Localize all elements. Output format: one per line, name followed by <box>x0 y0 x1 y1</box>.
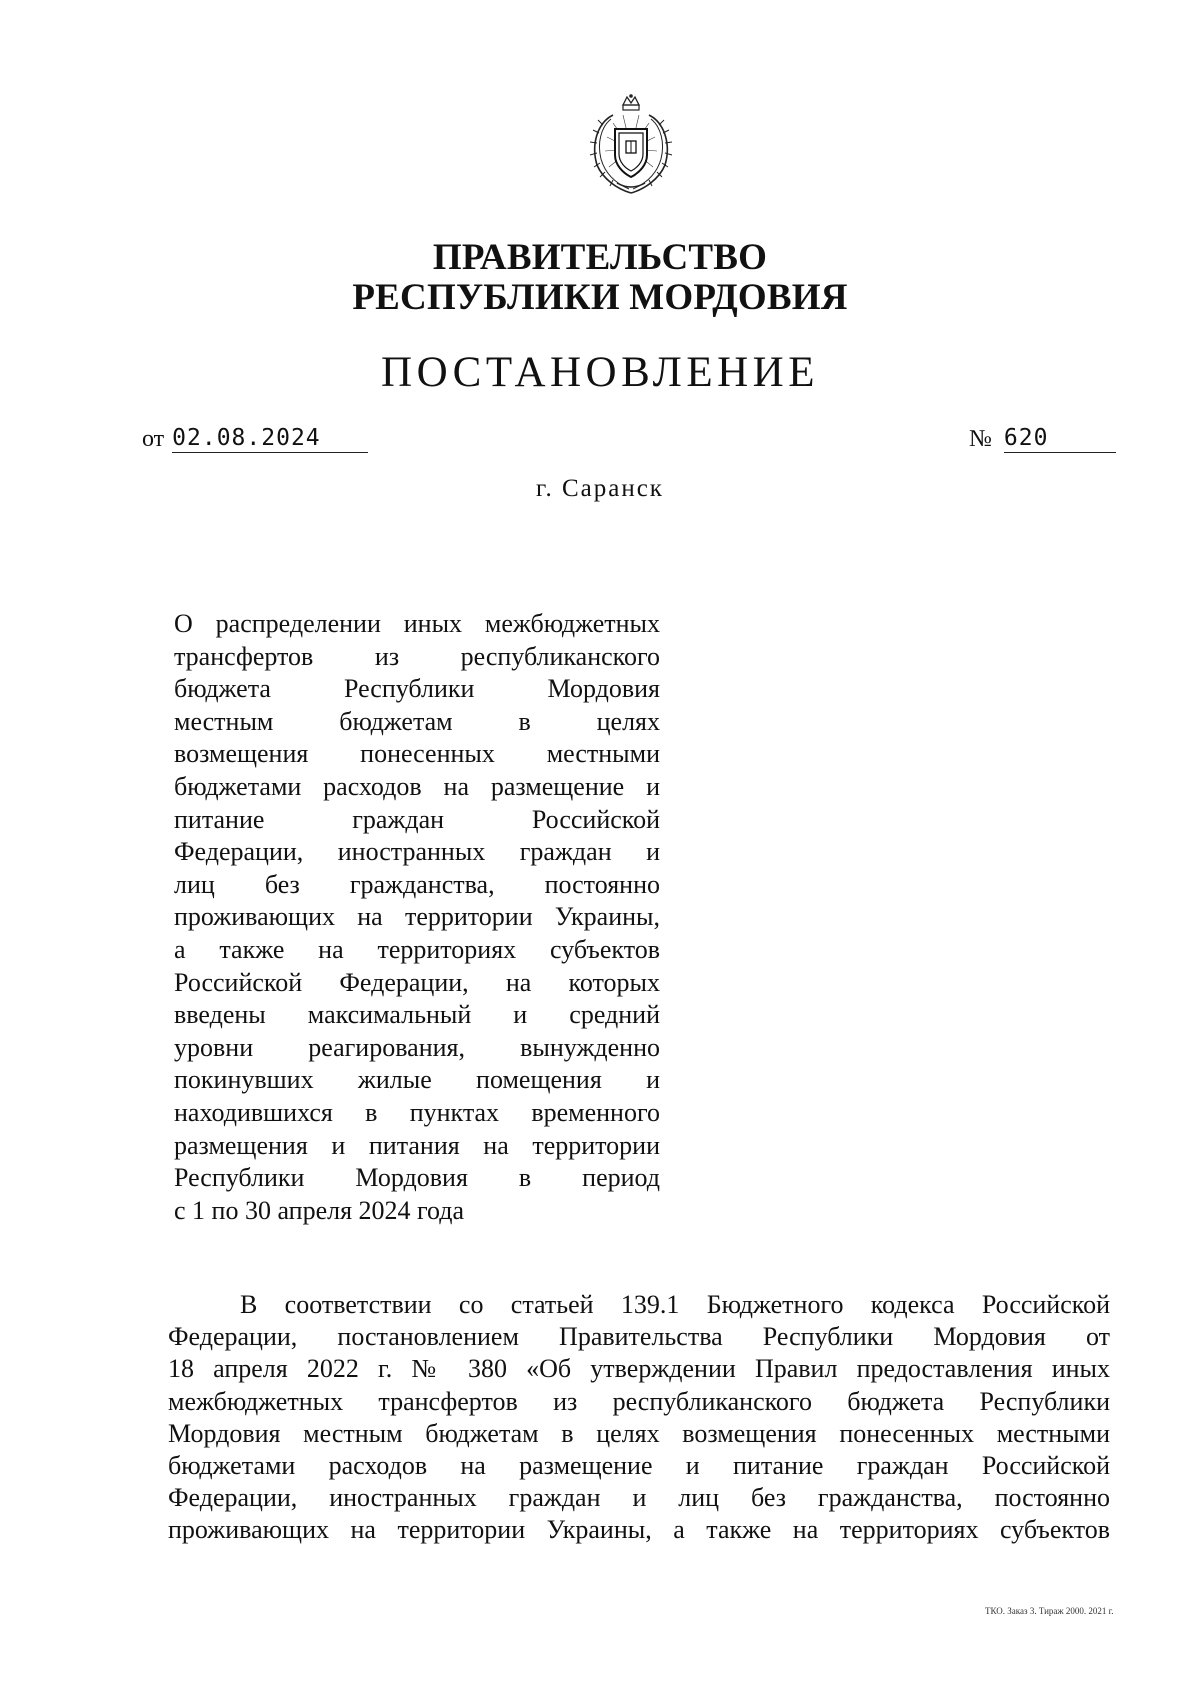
subject-line: местным бюджетам в целях <box>174 706 660 736</box>
subject-line: лиц без гражданства, постоянно <box>174 869 660 899</box>
subject-line: введены максимальный и средний <box>174 1000 660 1030</box>
subject-line: Российской Федерации, на которых <box>174 967 660 997</box>
date-value: 02.08.2024 <box>172 425 368 453</box>
document-subject <box>174 608 660 1227</box>
subject-line: а также на территориях субъектов <box>174 934 660 964</box>
document-date <box>142 425 368 453</box>
subject-line: бюджета Республики Мордовия <box>174 674 660 704</box>
subject-line: с 1 по 30 апреля 2024 года <box>174 1195 465 1225</box>
body-line: Федерации, постановлением Правительства Республики Мордовия от <box>168 1322 1110 1352</box>
subject-line: трансфертов из республиканского <box>174 641 660 671</box>
body-line: межбюджетных трансфертов из республиканского бюджета Республики <box>168 1386 1110 1416</box>
printer-mark: ТКО. Заказ 3. Тираж 2000. 2021 г. <box>985 1606 1114 1616</box>
subject-line: уровни реагирования, вынужденно <box>174 1032 660 1062</box>
body-line: проживающих на территории Украины, а также на территориях субъектов <box>168 1515 1110 1545</box>
subject-line: возмещения понесенных местными <box>174 739 660 769</box>
body-line: 18 апреля 2022 г. № 380 «Об утверждении Правил предоставления иных <box>168 1354 1110 1384</box>
mordovia-coat-of-arms-icon <box>583 93 679 197</box>
subject-line: О распределении иных межбюджетных <box>174 609 660 638</box>
subject-line: находившихся в пунктах временного <box>174 1097 660 1127</box>
document-number <box>969 425 1116 453</box>
body-line: Федерации, иностранных граждан и лиц без гражданства, постоянно <box>168 1483 1110 1513</box>
subject-line: Республики Мордовия в период <box>174 1163 660 1193</box>
document-type-title: ПОСТАНОВЛЕНИЕ <box>381 349 819 396</box>
subject-line: питание граждан Российской <box>174 804 660 834</box>
subject-line: проживающих на территории Украины, <box>174 902 660 932</box>
number-prefix: № <box>969 426 992 452</box>
subject-line: размещения и питания на территории <box>174 1130 660 1160</box>
subject-line: покинувших жилые помещения и <box>174 1065 660 1095</box>
government-title-line2: РЕСПУБЛИКИ МОРДОВИЯ <box>352 277 848 318</box>
body-line: Мордовия местным бюджетам в целях возмещения понесенных местными <box>168 1418 1110 1448</box>
body-paragraph <box>168 1289 1110 1547</box>
government-title-line1: ПРАВИТЕЛЬСТВО <box>432 237 768 278</box>
number-value: 620 <box>1004 425 1116 453</box>
body-line: В соответствии со статьей 139.1 Бюджетного кодекса Российской <box>240 1290 1110 1319</box>
city-name: г. Саранск <box>536 475 664 502</box>
subject-line: Федерации, иностранных граждан и <box>174 837 660 867</box>
subject-line: бюджетами расходов на размещение и <box>174 771 660 801</box>
body-line: бюджетами расходов на размещение и питание граждан Российской <box>168 1450 1110 1480</box>
date-prefix: от <box>142 426 165 452</box>
